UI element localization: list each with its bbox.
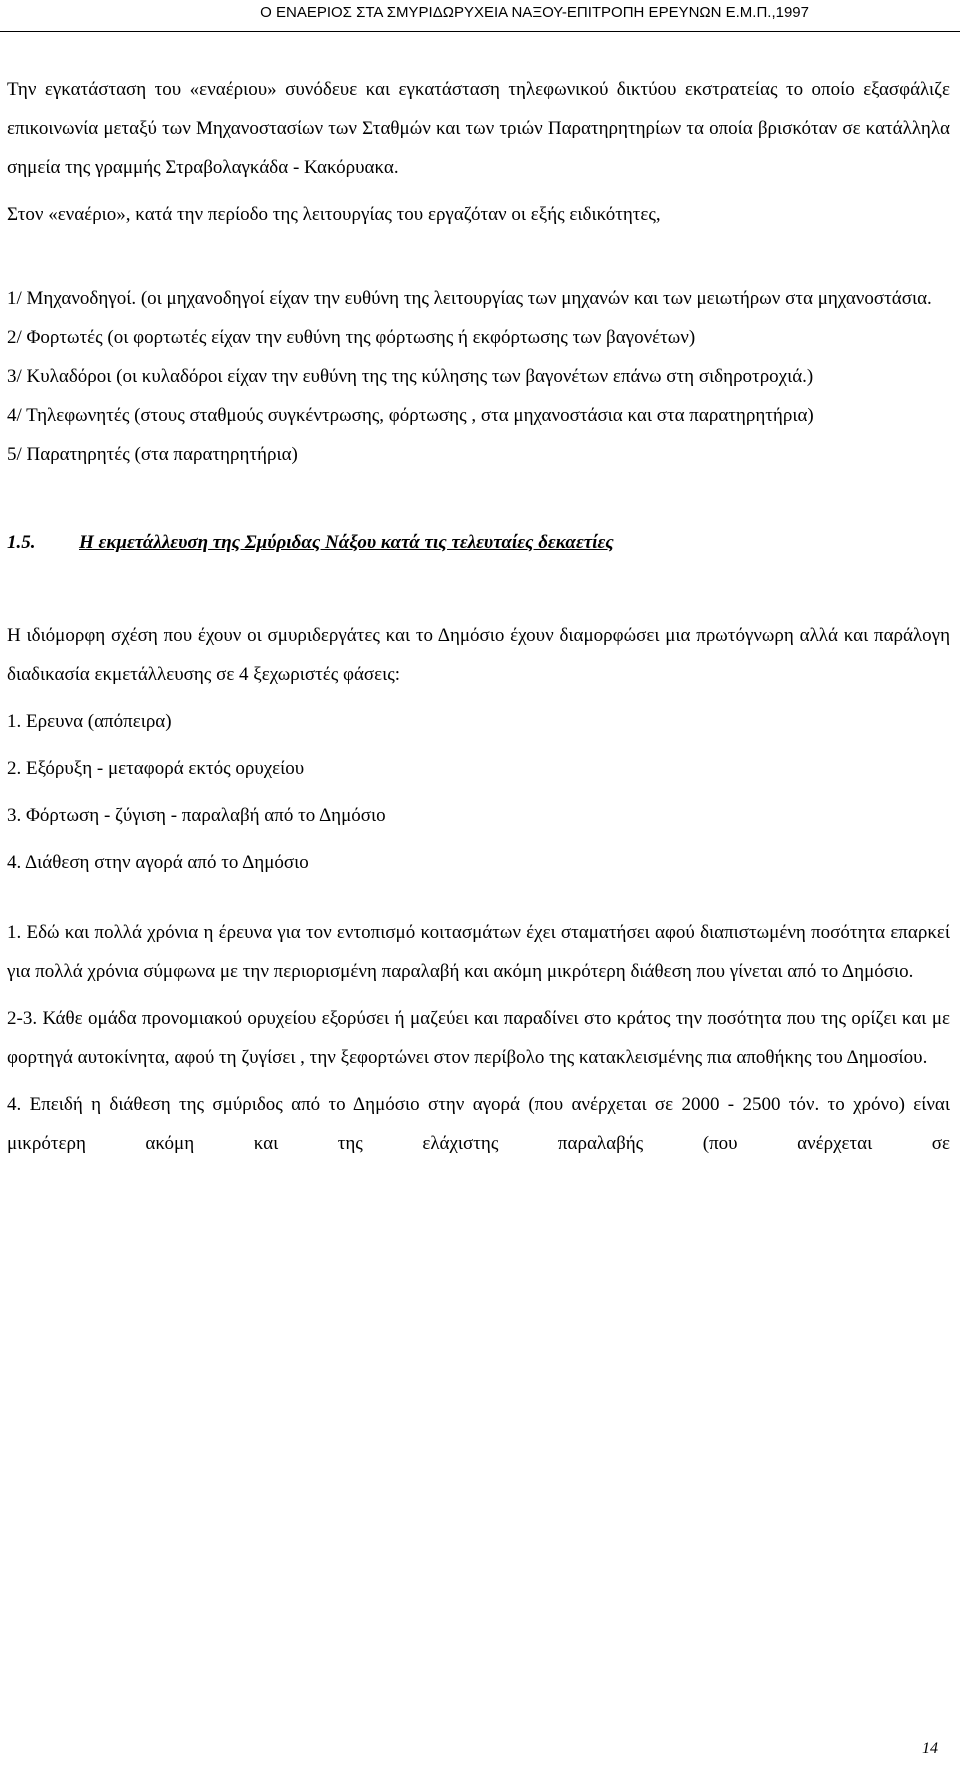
list-item-phase-3: 3. Φόρτωση - ζύγιση - παραλαβή από το Δημόσιο xyxy=(7,805,386,826)
paragraph-kyladoroi: 3/ Κυλαδόροι (οι κυλαδόροι είχαν την ευθύνη της της κύλησης των βαγονέτων επάνω στη σιδηροτροχιά.) xyxy=(7,366,814,387)
paragraph-telephone-network: Την εγκατάσταση του «εναέριου» συνόδευε και εγκατάσταση τηλεφωνικού δικτύου εκστρατείας το οποίο εξασφάλιζε επικοινωνία μεταξύ των Μηχανοστασίων των Σταθμών και των τριών Παρατηρητηρίων τα οποία βρισκόταν σε κατάλληλα σημεία της γραμμής Στραβολαγκάδα - Κακόρυακα. xyxy=(7,79,950,178)
section-number: 1.5. xyxy=(7,532,36,553)
paragraph-telephonists: 4/ Τηλεφωνητές (στους σταθμούς συγκέντρωσης, φόρτωσης , στα μηχανοστάσια και στα παρατηρητήρια) xyxy=(7,405,814,426)
running-header: Ο ΕΝΑΕΡΙΟΣ ΣΤΑ ΣΜΥΡΙΔΩΡΥΧΕΙΑ ΝΑΞΟΥ-ΕΠΙΤΡΟΠΗ ΕΡΕΥΝΩΝ Ε.Μ.Π.,1997 xyxy=(260,4,809,21)
paragraph-specialties-intro: Στον «εναέριο», κατά την περίοδο της λειτουργίας του εργαζόταν οι εξής ειδικότητες, xyxy=(7,204,661,225)
section-heading xyxy=(7,523,950,562)
list-item-phase-1: 1. Ερευνα (απόπειρα) xyxy=(7,711,172,732)
list-item-phase-2: 2. Εξόρυξη - μεταφορά εκτός ορυχείου xyxy=(7,758,305,779)
section-title: Η εκμετάλλευση της Σμύριδας Νάξου κατά τις τελευταίες δεκαετίες xyxy=(79,532,614,553)
paragraph-research: 1. Εδώ και πολλά χρόνια η έρευνα για τον εντοπισμό κοιτασμάτων έχει σταματήσει αφού διαπιστωμένη ποσότητα επαρκεί για πολλά χρόνια σύμφωνα με την περιορισμένη παραλαβή και ακόμη μικρότερη διάθεση που γίνεται από το Δημόσιο. xyxy=(7,922,950,982)
page-number: 14 xyxy=(922,1740,938,1757)
paragraph-phases-intro: Η ιδιόμορφη σχέση που έχουν οι σμυριδεργάτες και το Δημόσιο έχουν διαμορφώσει μια πρωτόγνωρη αλλά και παράλογη διαδικασία εκμετάλλευσης σε 4 ξεχωριστές φάσεις: xyxy=(7,625,950,685)
list-item-phase-4: 4. Διάθεση στην αγορά από το Δημόσιο xyxy=(7,852,309,873)
header-rule xyxy=(0,31,960,32)
document-body xyxy=(7,70,950,1163)
paragraph-extraction: 2-3. Κάθε ομάδα προνομιακού ορυχείου εξορύσει ή μαζεύει και παραδίνει στο κράτος την ποσότητα που της ορίζει και με φορτηγά αυτοκίνητα, αφού τη ζυγίσει , την ξεφορτώνει στον περίβολο της κατακλεισμένης πια αποθήκης του Δημοσίου. xyxy=(7,1008,950,1068)
paragraph-drivers: 1/ Μηχανοδηγοί. (οι μηχανοδηγοί είχαν την ευθύνη της λειτουργίας των μηχανών και των μειωτήρων στα μηχανοστάσια. xyxy=(7,288,932,309)
paragraph-distribution: 4. Επειδή η διάθεση της σμύριδος από το Δημόσιο στην αγορά (που ανέρχεται σε 2000 - 2500 τόν. το χρόνο) είναι μικρότερη ακόμη και της ελάχιστης παραλαβής (που ανέρχεται σε xyxy=(7,1094,950,1154)
paragraph-loaders: 2/ Φορτωτές (οι φορτωτές είχαν την ευθύνη της φόρτωσης ή εκφόρτωσης των βαγονέτων) xyxy=(7,327,696,348)
paragraph-observers: 5/ Παρατηρητές (στα παρατηρητήρια) xyxy=(7,444,298,465)
